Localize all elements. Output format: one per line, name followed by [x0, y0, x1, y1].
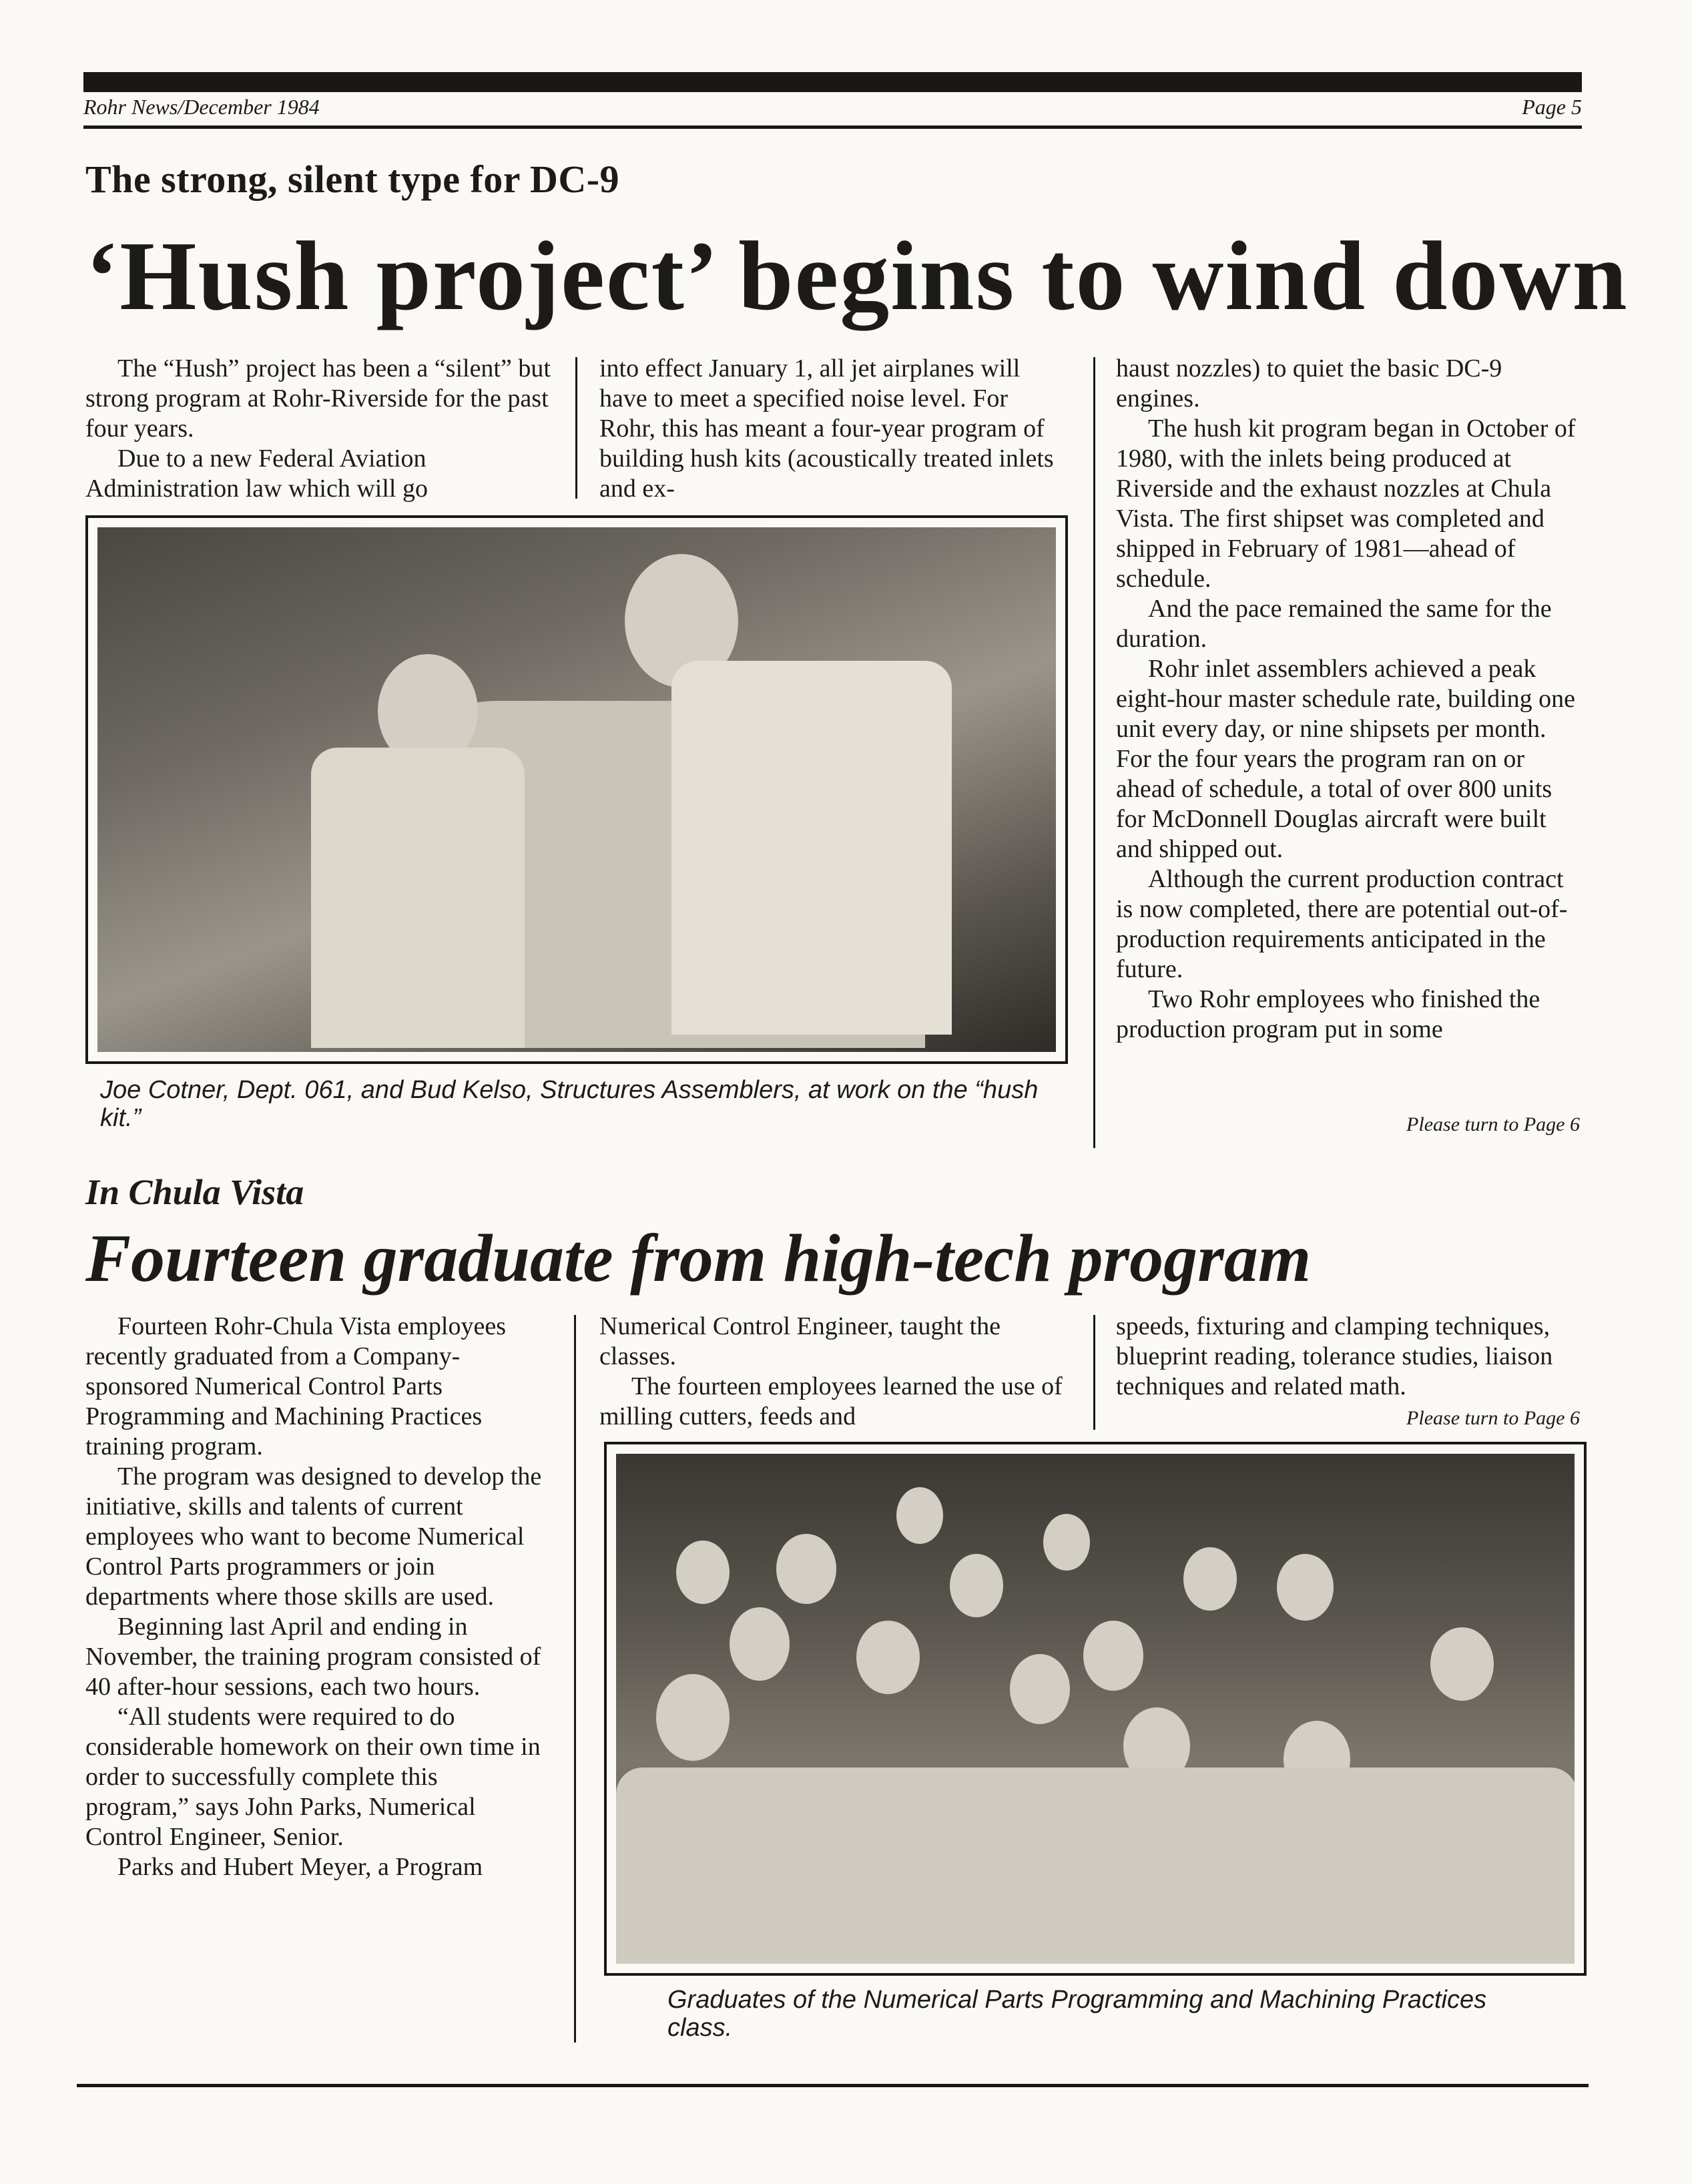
paragraph: speeds, fixturing and clamping techniques, blueprint reading, tolerance studies, liaison techniques and related math.: [1116, 1312, 1553, 1400]
paragraph: The “Hush” project has been a “silent” but strong program at Rohr-Riverside for the past four years.: [85, 354, 551, 443]
graduate-head: [776, 1534, 836, 1604]
graduate-head: [950, 1554, 1003, 1617]
graduate-head: [730, 1607, 790, 1681]
graduate-head: [1083, 1621, 1143, 1691]
column-rule: [574, 1315, 576, 2042]
paragraph: haust nozzles) to quiet the basic DC-9 engines.: [1116, 354, 1502, 413]
paragraph: “All students were required to do considerable homework on their own time in order to successfully complete this program,” says John Parks, Numerical Control Engineer, Senior.: [85, 1703, 541, 1851]
graduate-head: [656, 1674, 730, 1761]
paragraph: Fourteen Rohr-Chula Vista employees recently graduated from a Company-sponsored Numerical Control Parts Programming and Machining Practices training program.: [85, 1312, 506, 1460]
header-bar: [83, 72, 1582, 92]
story2-photo-caption: Graduates of the Numerical Parts Programming and Machining Practices class.: [667, 1986, 1487, 2042]
paragraph: The hush kit program began in October of 1980, with the inlets being produced at Riverside and the exhaust nozzles at Chula Vista. The first shipset was completed and shipped in February of 1981—ahead of schedule.: [1116, 415, 1576, 593]
paragraph: into effect January 1, all jet airplanes will have to meet a specified noise level. For Rohr, this has meant a four-year program of building hush kits (acoustically treated inlets and ex-: [599, 354, 1054, 503]
story1-continued: Please turn to Page 6: [1406, 1113, 1580, 1135]
header-rule: [83, 125, 1582, 129]
group-torsos: [616, 1767, 1575, 1964]
graduate-head: [1010, 1654, 1070, 1724]
column-rule: [575, 357, 577, 499]
footer-rule: [77, 2084, 1589, 2087]
page-number: Page 5: [1522, 95, 1582, 119]
story1-headline: ‘Hush project’ begins to wind down: [85, 222, 1629, 331]
worker-torso: [671, 661, 952, 1035]
paragraph: The fourteen employees learned the use of milling cutters, feeds and: [599, 1372, 1063, 1430]
graduate-head: [856, 1621, 920, 1694]
story1-kicker: The strong, silent type for DC-9: [85, 158, 620, 201]
graduate-head: [1430, 1627, 1494, 1701]
graduate-head: [676, 1541, 730, 1604]
column-rule: [1093, 357, 1095, 1148]
story1-column-3: [1116, 354, 1583, 1045]
story2-photo: [616, 1454, 1575, 1964]
story1-column-1: [85, 354, 553, 504]
paragraph: Parks and Hubert Meyer, a Program: [117, 1853, 483, 1881]
paragraph: Numerical Control Engineer, taught the classes.: [599, 1312, 1001, 1370]
worker-torso: [311, 748, 525, 1048]
story1-column-2: [599, 354, 1067, 504]
graduate-head: [896, 1487, 943, 1544]
story1-photo-frame: [85, 515, 1068, 1064]
paragraph: And the pace remained the same for the duration.: [1116, 595, 1552, 653]
story2-headline: Fourteen graduate from high-tech program: [85, 1221, 1312, 1296]
story2-column-2: [599, 1312, 1067, 1432]
paragraph: Beginning last April and ending in November, the training program consisted of 40 after-hour sessions, each two hours.: [85, 1613, 541, 1701]
paragraph: Although the current production contract is now completed, there are potential out-of-production requirements anticipated in the future.: [1116, 865, 1568, 983]
paragraph: Two Rohr employees who finished the production program put in some: [1116, 985, 1540, 1043]
paragraph: Rohr inlet assemblers achieved a peak eight-hour master schedule rate, building one unit every day, or nine shipsets per month. For the four years the program ran on or ahead of schedule, a total of over 800 units for McDonnell Douglas aircraft were built and shipped out.: [1116, 655, 1576, 863]
story1-photo-caption: Joe Cotner, Dept. 061, and Bud Kelso, Structures Assemblers, at work on the “hush kit.”: [100, 1076, 1039, 1132]
story2-column-3: [1116, 1312, 1583, 1402]
story2-column-1: [85, 1312, 546, 1882]
story2-photo-frame: [604, 1442, 1587, 1976]
graduate-head: [1183, 1547, 1237, 1611]
paragraph: The program was designed to develop the initiative, skills and talents of current employees who want to become Numerical Control Parts programmers or join departments where those skills are used.: [85, 1462, 542, 1611]
graduate-head: [1043, 1514, 1090, 1571]
graduate-head: [1277, 1554, 1334, 1621]
column-rule: [1093, 1315, 1095, 1430]
paragraph: Due to a new Federal Aviation Administration law which will go: [85, 445, 428, 503]
story1-photo: [97, 527, 1056, 1052]
story2-kicker: In Chula Vista: [85, 1172, 304, 1212]
story2-continued: Please turn to Page 6: [1406, 1407, 1580, 1429]
publication-line: Rohr News/December 1984: [83, 95, 320, 119]
